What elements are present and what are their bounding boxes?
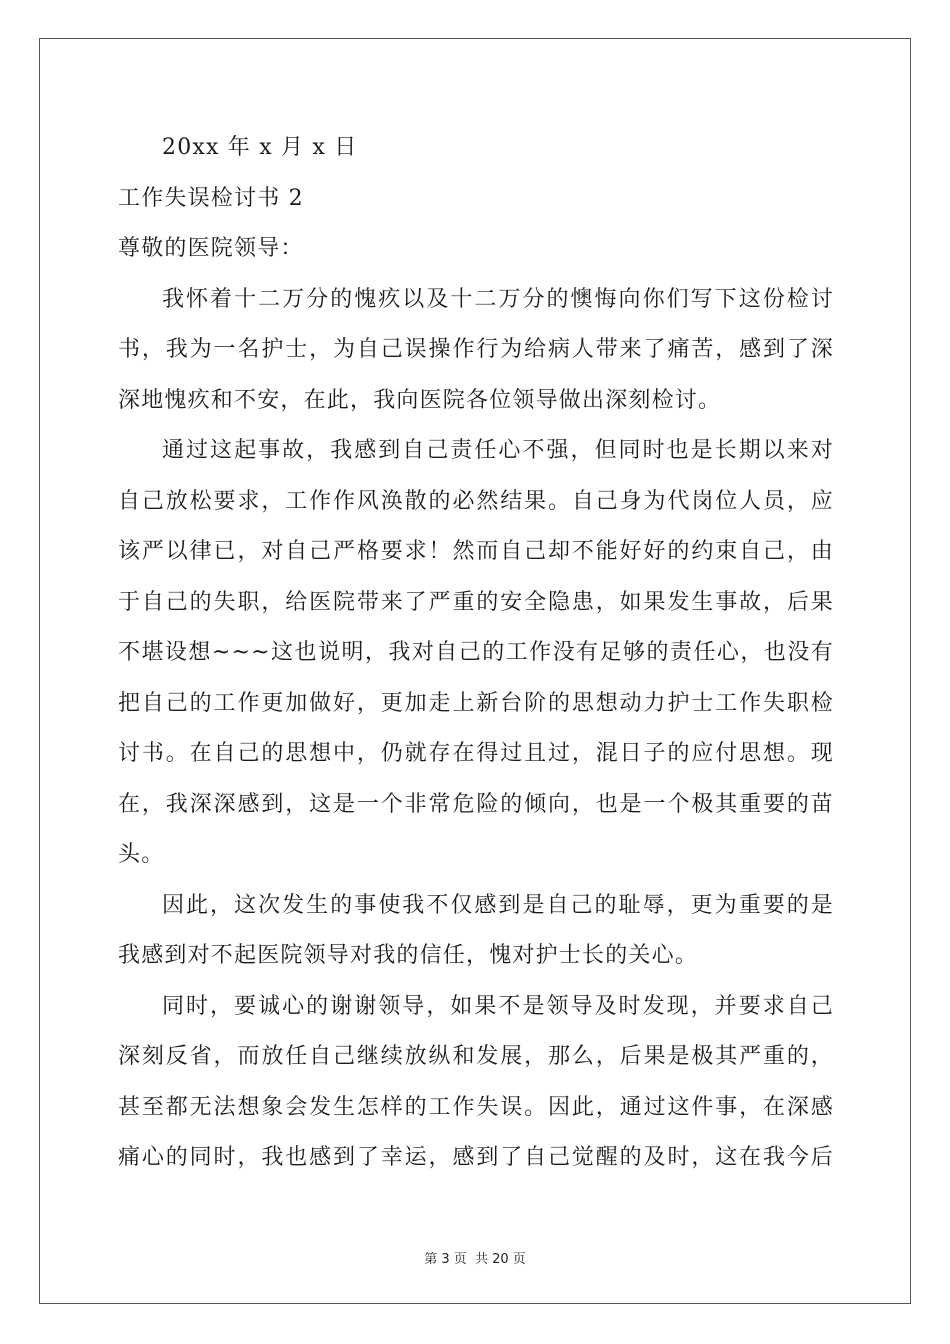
text-line: 在，我深深感到，这是一个非常危险的倾向，也是一个极其重要的苗 — [118, 791, 834, 817]
text-line: 痛心的同时，我也感到了幸运，感到了自己觉醒的及时，这在我今后 — [118, 1145, 834, 1170]
text-line: 我怀着十二万分的愧疚以及十二万分的懊悔向你们写下这份检讨 — [162, 286, 834, 312]
text-line: 不堪设想~~~这也说明，我对自己的工作没有足够的责任心，也没有 — [118, 640, 834, 665]
text-line: 自己放松要求，工作作风涣散的必然结果。自己身为代岗位人员，应 — [118, 488, 834, 514]
text-line: 甚至都无法想象会发生怎样的工作失误。因此，通过这件事，在深感 — [118, 1094, 834, 1120]
text-line: 同时，要诚心的谢谢领导，如果不是领导及时发现，并要求自己 — [162, 993, 834, 1019]
salutation: 尊敬的医院领导： — [118, 236, 304, 261]
document-title: 工作失误检讨书 2 — [118, 185, 304, 211]
text-line: 深地愧疚和不安，在此，我向医院各位领导做出深刻检讨。 — [118, 387, 722, 413]
text-line: 把自己的工作更加做好，更加走上新台阶的思想动力护士工作失职检 — [118, 690, 834, 716]
text-line: 该严以律已，对自己严格要求！然而自己却不能好好的约束自己，由 — [118, 539, 834, 564]
text-line: 讨书。在自己的思想中，仍就存在得过且过，混日子的应付思想。现 — [118, 741, 834, 766]
text-line: 通过这起事故，我感到自己责任心不强，但同时也是长期以来对 — [162, 438, 834, 463]
page-number: 第 3 页 — [424, 1252, 467, 1267]
text-line: 书，我为一名护士，为自己误操作行为给病人带来了痛苦，感到了深 — [118, 337, 834, 362]
page-footer — [0, 1248, 950, 1267]
document-body — [118, 123, 834, 1184]
date-line: 20xx 年 x 月 x 日 — [162, 135, 358, 160]
text-line: 深刻反省，而放任自己继续放纵和发展，那么，后果是极其严重的， — [118, 1044, 834, 1069]
page-total: 共 20 页 — [474, 1252, 526, 1267]
body-paragraphs — [118, 275, 834, 1184]
text-line: 于自己的失职，给医院带来了严重的安全隐患，如果发生事故，后果 — [118, 589, 834, 615]
text-line: 我感到对不起医院领导对我的信任，愧对护士长的关心。 — [118, 943, 699, 968]
text-line: 因此，这次发生的事使我不仅感到是自己的耻辱，更为重要的是 — [162, 892, 834, 918]
text-line: 头。 — [118, 842, 165, 867]
